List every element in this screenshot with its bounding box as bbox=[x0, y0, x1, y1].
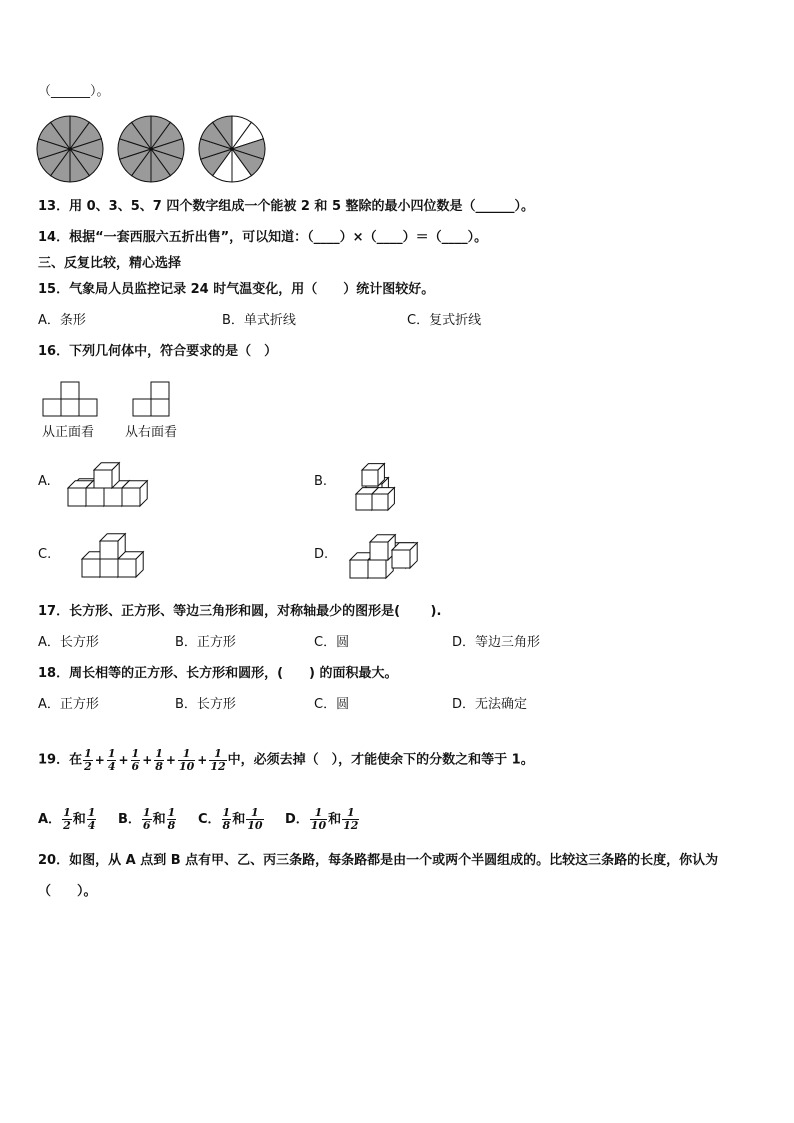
q16-figure-d bbox=[348, 530, 428, 585]
question-15: 15．气象局人员监控记录 24 时气温变化，用（ ）统计图较好。 bbox=[38, 282, 435, 297]
question-20-line-2: （ ）。 bbox=[38, 884, 97, 899]
question-13: 13．用 0、3、5、7 四个数字组成一个能被 2 和 5 整除的最小四位数是（______）。 bbox=[38, 199, 535, 214]
q18-option-c: C．圆 bbox=[314, 697, 350, 712]
fraction: $\frac{1}{8}$ bbox=[155, 746, 163, 773]
fraction: $\frac{1}{12}$ bbox=[210, 746, 226, 773]
q19-option-a: A． $\frac{1}{2}$ 和 $\frac{1}{4}$ bbox=[38, 806, 96, 832]
plus-sign: + bbox=[165, 753, 176, 767]
q15-option-c: C．复式折线 bbox=[407, 313, 482, 328]
q16-figure-c bbox=[80, 535, 160, 585]
fraction: $\frac{1}{2}$ bbox=[84, 746, 92, 773]
plus-sign: + bbox=[94, 753, 105, 767]
q16-option-a-label: A. bbox=[38, 474, 51, 489]
q15-option-b: B．单式折线 bbox=[222, 313, 296, 328]
q16-option-c-label: C. bbox=[38, 547, 52, 562]
q16-figure-a bbox=[64, 456, 164, 516]
fraction: $\frac{1}{12}$ bbox=[343, 806, 359, 832]
q18-option-a: A．正方形 bbox=[38, 697, 99, 712]
q19-prefix: 19．在 bbox=[38, 752, 83, 768]
q19-suffix: 中，必须去掉（ ），才能使余下的分数之和等于 1。 bbox=[227, 752, 534, 768]
right-view-caption: 从右面看 bbox=[125, 425, 178, 440]
question-16: 16．下列几何体中，符合要求的是（ ） bbox=[38, 344, 278, 359]
fraction: $\frac{1}{4}$ bbox=[107, 746, 116, 773]
fraction: $\frac{1}{8}$ bbox=[167, 806, 176, 832]
fraction: $\frac{1}{10}$ bbox=[310, 806, 327, 832]
q19-option-d: D． $\frac{1}{10}$ 和 $\frac{1}{12}$ bbox=[285, 806, 359, 832]
question-17: 17．长方形、正方形、等边三角形和圆，对称轴最少的图形是( ). bbox=[38, 604, 442, 619]
q19-option-c: C． $\frac{1}{8}$ 和 $\frac{1}{10}$ bbox=[198, 806, 263, 832]
q19-fraction-sum bbox=[82, 746, 228, 773]
fraction: $\frac{1}{10}$ bbox=[178, 746, 195, 773]
q17-option-d: D．等边三角形 bbox=[452, 635, 541, 650]
q12-answer-blank: （______）。 bbox=[38, 84, 110, 99]
q16-figure-b bbox=[352, 460, 412, 520]
q18-option-b: B．长方形 bbox=[175, 697, 236, 712]
fraction: $\frac{1}{10}$ bbox=[247, 806, 263, 832]
plus-sign: + bbox=[197, 753, 208, 767]
question-14: 14．根据“一套西服六五折出售”，可以知道：（____）×（____）＝（____）。 bbox=[38, 230, 488, 245]
front-view-caption: 从正面看 bbox=[42, 425, 95, 440]
fraction: $\frac{1}{6}$ bbox=[142, 806, 151, 832]
question-19 bbox=[38, 746, 534, 775]
cube bbox=[370, 535, 395, 560]
section-3-title: 三、反复比较，精心选择 bbox=[38, 256, 182, 271]
fraction: $\frac{1}{2}$ bbox=[63, 806, 71, 832]
plus-sign: + bbox=[118, 753, 129, 767]
pie-charts bbox=[36, 114, 276, 184]
fraction: $\frac{1}{6}$ bbox=[131, 746, 140, 773]
cube bbox=[94, 463, 119, 488]
q17-option-b: B．正方形 bbox=[175, 635, 236, 650]
front-view-figure bbox=[42, 380, 102, 420]
question-20-line-1: 20．如图，从 A 点到 B 点有甲、乙、丙三条路，每条路都是由一个或两个半圆组成的。比较这三条路的长度，你认为 bbox=[38, 853, 719, 868]
fraction: $\frac{1}{8}$ bbox=[222, 806, 231, 832]
q16-option-d-label: D. bbox=[314, 547, 329, 562]
q17-option-c: C．圆 bbox=[314, 635, 350, 650]
question-18: 18．周长相等的正方形、长方形和圆形，( ) 的面积最大。 bbox=[38, 666, 398, 681]
cube bbox=[100, 534, 125, 559]
q17-option-a: A．长方形 bbox=[38, 635, 99, 650]
q15-option-a: A．条形 bbox=[38, 313, 86, 328]
q18-option-d: D．无法确定 bbox=[452, 697, 528, 712]
cube bbox=[122, 481, 147, 506]
fraction: $\frac{1}{4}$ bbox=[87, 806, 96, 832]
right-view-figure bbox=[132, 380, 177, 420]
cube bbox=[392, 543, 417, 568]
plus-sign: + bbox=[142, 753, 153, 767]
q16-option-b-label: B. bbox=[314, 474, 328, 489]
cube bbox=[362, 464, 384, 486]
cube bbox=[372, 488, 394, 510]
q19-option-b: B． $\frac{1}{6}$ 和 $\frac{1}{8}$ bbox=[118, 806, 176, 832]
